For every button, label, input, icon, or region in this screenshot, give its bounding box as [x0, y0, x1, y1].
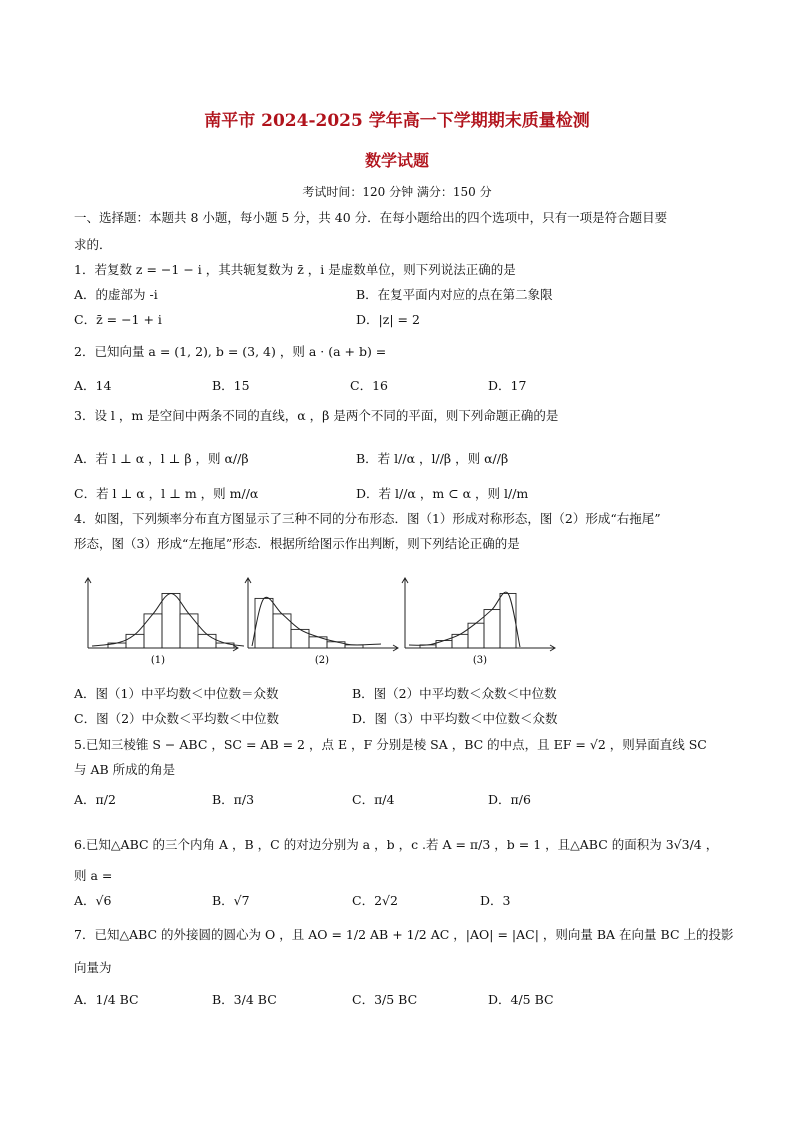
q3-option-c: C．若 l ⊥ α ，l ⊥ m ，则 m//α [74, 486, 259, 501]
histogram-bar [162, 593, 180, 648]
histogram-3 [402, 578, 555, 651]
histogram-bar [144, 614, 162, 648]
subject-title: 数学试题 [364, 151, 429, 170]
histogram-bar [484, 610, 500, 648]
q5-option-c: C．π/4 [352, 792, 395, 807]
section-heading-cont: 求的． [74, 237, 112, 252]
q2-option-a: A．14 [74, 378, 112, 393]
q5-option-d: D．π/6 [488, 792, 531, 807]
q1-option-d: D．|z| = 2 [356, 312, 420, 327]
q4-option-b: B．图（2）中平均数＜众数＜中位数 [352, 686, 557, 701]
q6-option-b: B．√7 [212, 893, 250, 908]
question-1-stem: 1．若复数 z = −1 − i ，其共轭复数为 z̄ ，i 是虚数单位，则下列说法正确的是 [74, 262, 516, 277]
histogram-bar [500, 593, 516, 648]
question-6-stem: 6.已知△ABC 的三个内角 A ，B ，C 的对边分别为 a ，b ，c .若 A = π/3 ，b = 1 ，且△ABC 的面积为 3√3/4 ， [74, 837, 719, 852]
q6-option-a: A．√6 [74, 893, 112, 908]
page-title: 南平市 2024-2025 学年高一下学期期末质量检测 [204, 111, 590, 131]
histogram-bar [436, 641, 452, 648]
histogram-1 [85, 578, 244, 651]
q4-option-c: C．图（2）中众数＜平均数＜中位数 [74, 711, 280, 726]
q4-option-d: D．图（3）中平均数＜中位数＜众数 [352, 711, 558, 726]
histogram-figure [80, 570, 560, 670]
exam-info: 考试时间：120 分钟 满分：150 分 [302, 185, 492, 199]
q3-option-a: A．若 l ⊥ α ，l ⊥ β ，则 α//β [74, 451, 249, 466]
histogram-bar [180, 614, 198, 648]
q2-option-c: C．16 [350, 378, 388, 393]
q3-option-d: D．若 l//α ，m ⊂ α ，则 l//m [356, 486, 529, 501]
histogram-2 [245, 578, 398, 651]
q4-option-a: A．图（1）中平均数＜中位数＝众数 [74, 686, 279, 701]
q5-option-a: A．π/2 [74, 792, 116, 807]
q7-option-a: A．1/4 BC [74, 992, 139, 1007]
q2-option-b: B．15 [212, 378, 250, 393]
question-5-stem: 5.已知三棱锥 S − ABC ，SC = AB = 2 ，点 E ，F 分别是棱 SA ，BC 的中点，且 EF = √2 ，则异面直线 SC [74, 737, 707, 752]
q5-option-b: B．π/3 [212, 792, 255, 807]
q1-option-c: C．z̄ = −1 + i [74, 312, 162, 327]
q7-option-b: B．3/4 BC [212, 992, 277, 1007]
q1-option-a: A．的虚部为 -i [74, 287, 158, 302]
q6-option-c: C．2√2 [352, 893, 398, 908]
question-6-stem-cont: 则 a = [74, 868, 113, 883]
q3-option-b: B．若 l//α ，l//β ，则 α//β [356, 451, 509, 466]
question-4-stem: 4．如图，下列频率分布直方图显示了三种不同的分布形态．图（1）形成对称形态，图（2）形成“右拖尾” [74, 511, 661, 526]
q7-option-d: D．4/5 BC [488, 992, 554, 1007]
histogram-bar [216, 643, 234, 648]
question-3-stem: 3．设 l ，m 是空间中两条不同的直线，α ，β 是两个不同的平面，则下列命题正确的是 [74, 408, 559, 423]
figure-label-1: (1) [150, 655, 166, 666]
section-heading: 一、选择题：本题共 8 小题，每小题 5 分，共 40 分．在每小题给出的四个选项中，只有一项是符合题目要 [74, 210, 668, 225]
question-5-stem-cont: 与 AB 所成的角是 [74, 762, 176, 777]
q7-option-c: C．3/5 BC [352, 992, 418, 1007]
figure-label-3: (3) [472, 655, 488, 666]
density-curve [252, 597, 381, 646]
q6-option-d: D．3 [480, 893, 511, 908]
density-curve [409, 592, 520, 647]
question-7-stem-cont: 向量为 [74, 960, 112, 975]
question-4-stem-cont: 形态，图（3）形成“左拖尾”形态．根据所给图示作出判断，则下列结论正确的是 [74, 536, 520, 551]
histogram-bar [198, 634, 216, 648]
question-7-stem: 7．已知△ABC 的外接圆的圆心为 O ，且 AO = 1/2 AB + 1/2 AC ，|AO| = |AC| ，则向量 BA 在向量 BC 上的投影 [74, 927, 734, 942]
histogram-bar [255, 598, 273, 648]
q2-option-d: D．17 [488, 378, 527, 393]
question-2-stem: 2．已知向量 a = (1, 2), b = (3, 4) ，则 a · (a + b) = [74, 344, 387, 359]
figure-label-2: (2) [314, 655, 330, 666]
histogram-bar [126, 634, 144, 648]
density-curve [92, 593, 244, 646]
q1-option-b: B．在复平面内对应的点在第二象限 [356, 287, 553, 302]
